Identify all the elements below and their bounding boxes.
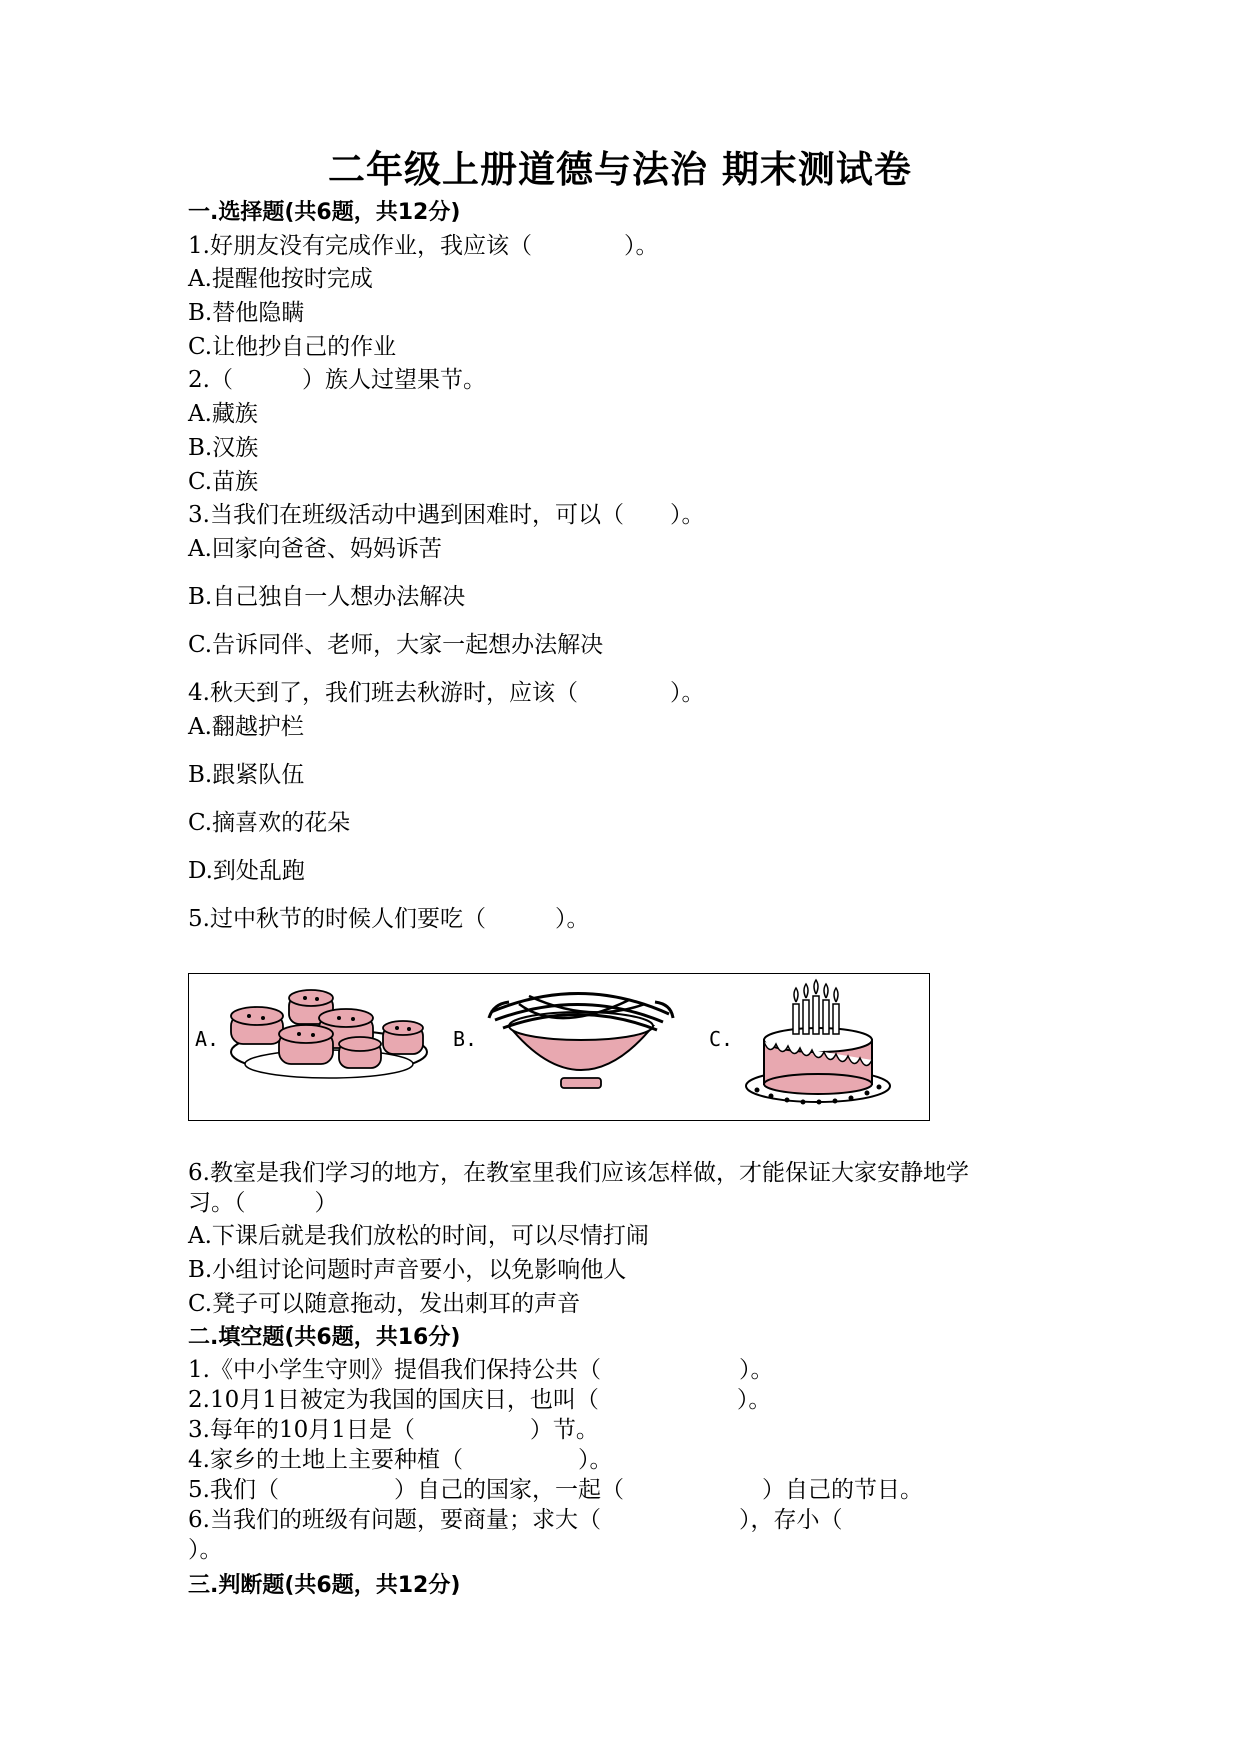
q2-option-c: C.苗族: [188, 469, 259, 495]
section-2-heading: 二.填空题(共6题，共16分): [188, 1325, 461, 1350]
q3-option-b: B.自己独自一人想办法解决: [188, 584, 466, 610]
q3-option-c: C.告诉同伴、老师，大家一起想办法解决: [188, 632, 604, 658]
q5-image-options: [188, 973, 930, 1121]
noodle-bowl-illustration: [489, 993, 673, 1088]
fill-q3: 3.每年的10月1日是（ ）节。: [188, 1417, 599, 1443]
q4-stem: 4.秋天到了，我们班去秋游时，应该（ ）。: [188, 680, 705, 706]
q1-option-a: A.提醒他按时完成: [188, 266, 373, 292]
q4-option-c: C.摘喜欢的花朵: [188, 810, 351, 836]
q2-stem: 2.（ ）族人过望果节。: [188, 367, 486, 393]
fill-q1: 1.《中小学生守则》提倡我们保持公共（ ）。: [188, 1357, 774, 1383]
q6-option-c: C.凳子可以随意拖动，发出刺耳的声音: [188, 1291, 581, 1317]
q6-stem-line-1: 6.教室是我们学习的地方，在教室里我们应该怎样做，才能保证大家安静地学: [188, 1160, 969, 1186]
section-3-heading: 三.判断题(共6题，共12分): [188, 1573, 461, 1598]
mooncakes-illustration: [231, 990, 427, 1078]
q4-option-d: D.到处乱跑: [188, 858, 305, 884]
q4-option-a: A.翻越护栏: [188, 714, 304, 740]
q3-stem: 3.当我们在班级活动中遇到困难时，可以（ ）。: [188, 502, 705, 528]
page-title: 二年级上册道德与法治 期末测试卷: [328, 148, 912, 191]
q2-option-b: B.汉族: [188, 435, 259, 461]
q2-option-a: A.藏族: [188, 401, 258, 427]
q1-stem: 1.好朋友没有完成作业，我应该（ ）。: [188, 233, 659, 259]
section-1-heading: 一.选择题(共6题，共12分): [188, 200, 461, 225]
q5-option-c-label: C.: [709, 1027, 734, 1051]
q6-option-b: B.小组讨论问题时声音要小，以免影响他人: [188, 1257, 627, 1283]
q6-stem-line-2: 习。（ ）: [188, 1190, 338, 1216]
fill-q6-line-2: ）。: [188, 1537, 223, 1563]
birthday-cake-illustration: [746, 980, 890, 1105]
q1-option-c: C.让他抄自己的作业: [188, 334, 397, 360]
q4-option-b: B.跟紧队伍: [188, 762, 305, 788]
fill-q5: 5.我们（ ）自己的国家，一起（ ）自己的节日。: [188, 1477, 923, 1503]
fill-q4: 4.家乡的土地上主要种植（ ）。: [188, 1447, 613, 1473]
fill-q6-line-1: 6.当我们的班级有问题，要商量；求大（ ），存小（: [188, 1507, 843, 1533]
q5-option-b-label: B.: [453, 1027, 478, 1051]
q1-option-b: B.替他隐瞒: [188, 300, 305, 326]
q3-option-a: A.回家向爸爸、妈妈诉苦: [188, 536, 442, 562]
q5-option-a-label: A.: [195, 1027, 220, 1051]
q5-stem: 5.过中秋节的时候人们要吃（ ）。: [188, 906, 590, 932]
fill-q2: 2.10月1日被定为我国的国庆日，也叫（ ）。: [188, 1387, 772, 1413]
q5-illustrations: [189, 974, 931, 1122]
q6-option-a: A.下课后就是我们放松的时间，可以尽情打闹: [188, 1223, 649, 1249]
